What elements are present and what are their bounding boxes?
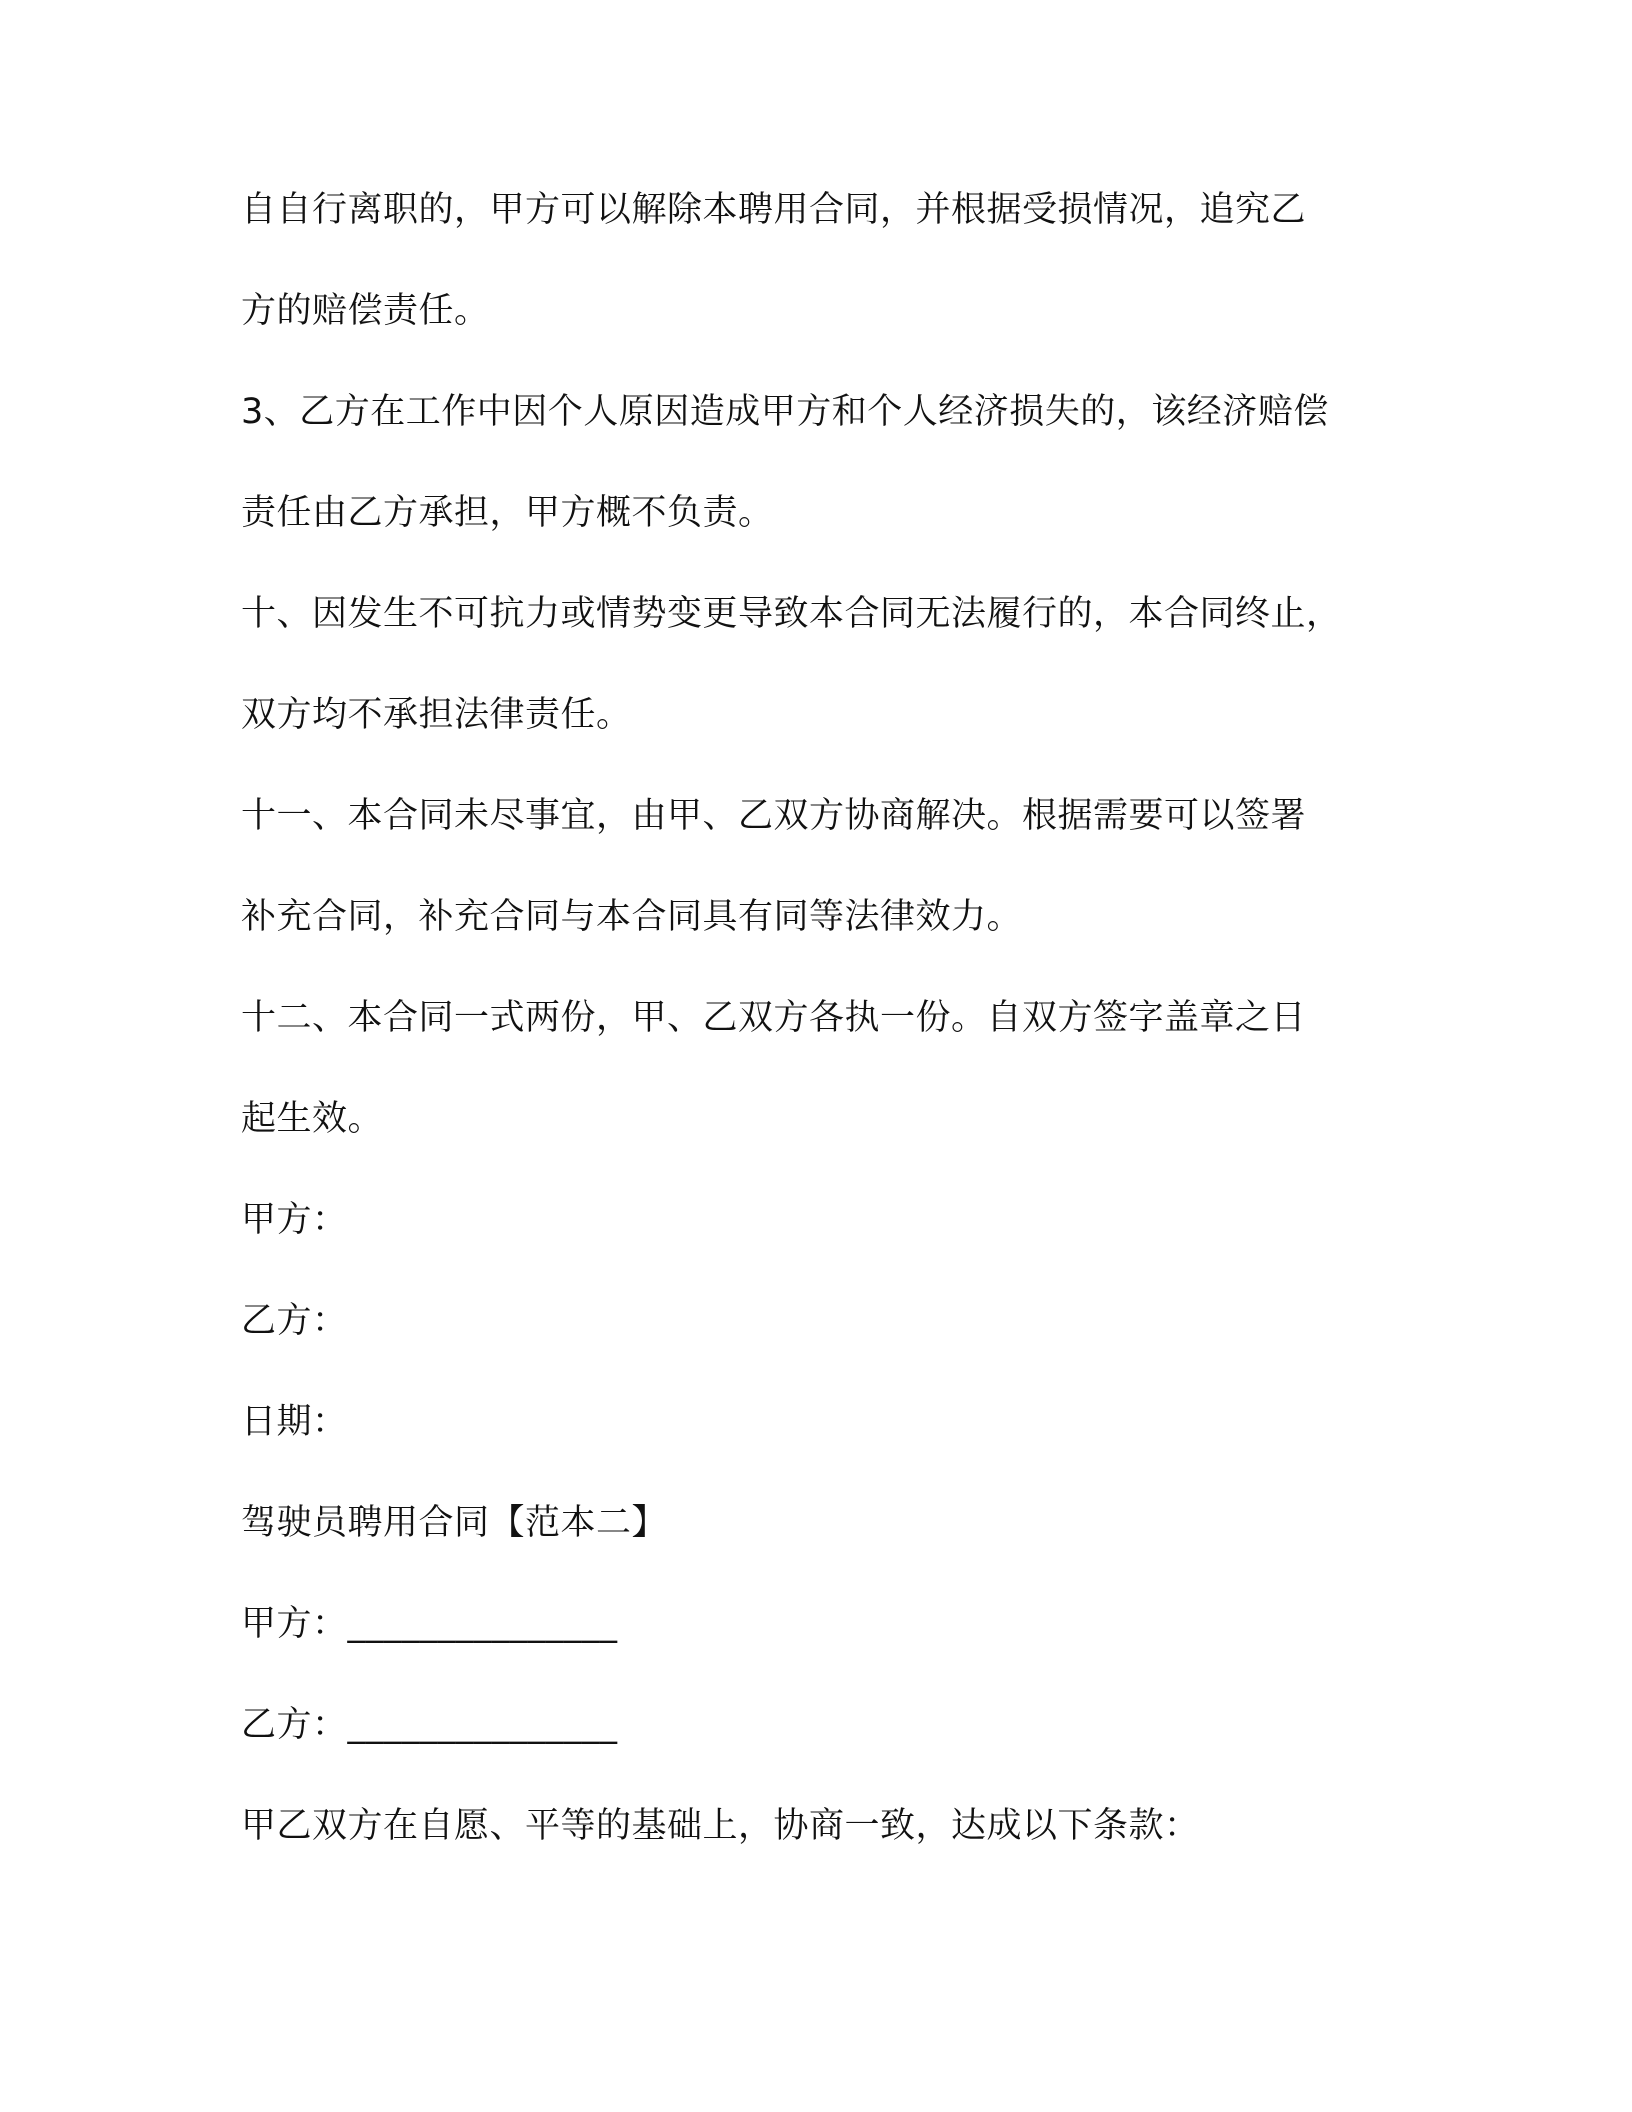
party-b-blank: 乙方：_______________ [241,1705,618,1745]
party-a-blank: 甲方：_______________ [241,1604,618,1644]
document-body [241,186,1401,1903]
text-line: 甲乙双方在自愿、平等的基础上，协商一致，达成以下条款： [241,1806,1200,1846]
text-line: 责任由乙方承担，甲方概不负责。 [241,493,774,533]
section-title: 驾驶员聘用合同【范本二】 [241,1503,668,1543]
text-line: 3、乙方在工作中因个人原因造成甲方和个人经济损失的，该经济赔偿 [241,392,1329,432]
text-line: 自自行离职的，甲方可以解除本聘用合同，并根据受损情况，追究乙 [241,190,1307,230]
text-line: 方的赔偿责任。 [241,291,490,331]
text-line: 双方均不承担法律责任。 [241,695,632,735]
date-label: 日期： [241,1402,348,1442]
party-b-label: 乙方： [241,1301,348,1341]
party-a-label: 甲方： [241,1200,348,1240]
text-line: 补充合同，补充合同与本合同具有同等法律效力。 [241,897,1023,937]
text-line: 十一、本合同未尽事宜，由甲、乙双方协商解决。根据需要可以签署 [241,796,1307,836]
text-line: 十、因发生不可抗力或情势变更导致本合同无法履行的，本合同终止， [241,594,1342,634]
text-line: 十二、本合同一式两份，甲、乙双方各执一份。自双方签字盖章之日 [241,998,1307,1038]
text-line: 起生效。 [241,1099,384,1139]
